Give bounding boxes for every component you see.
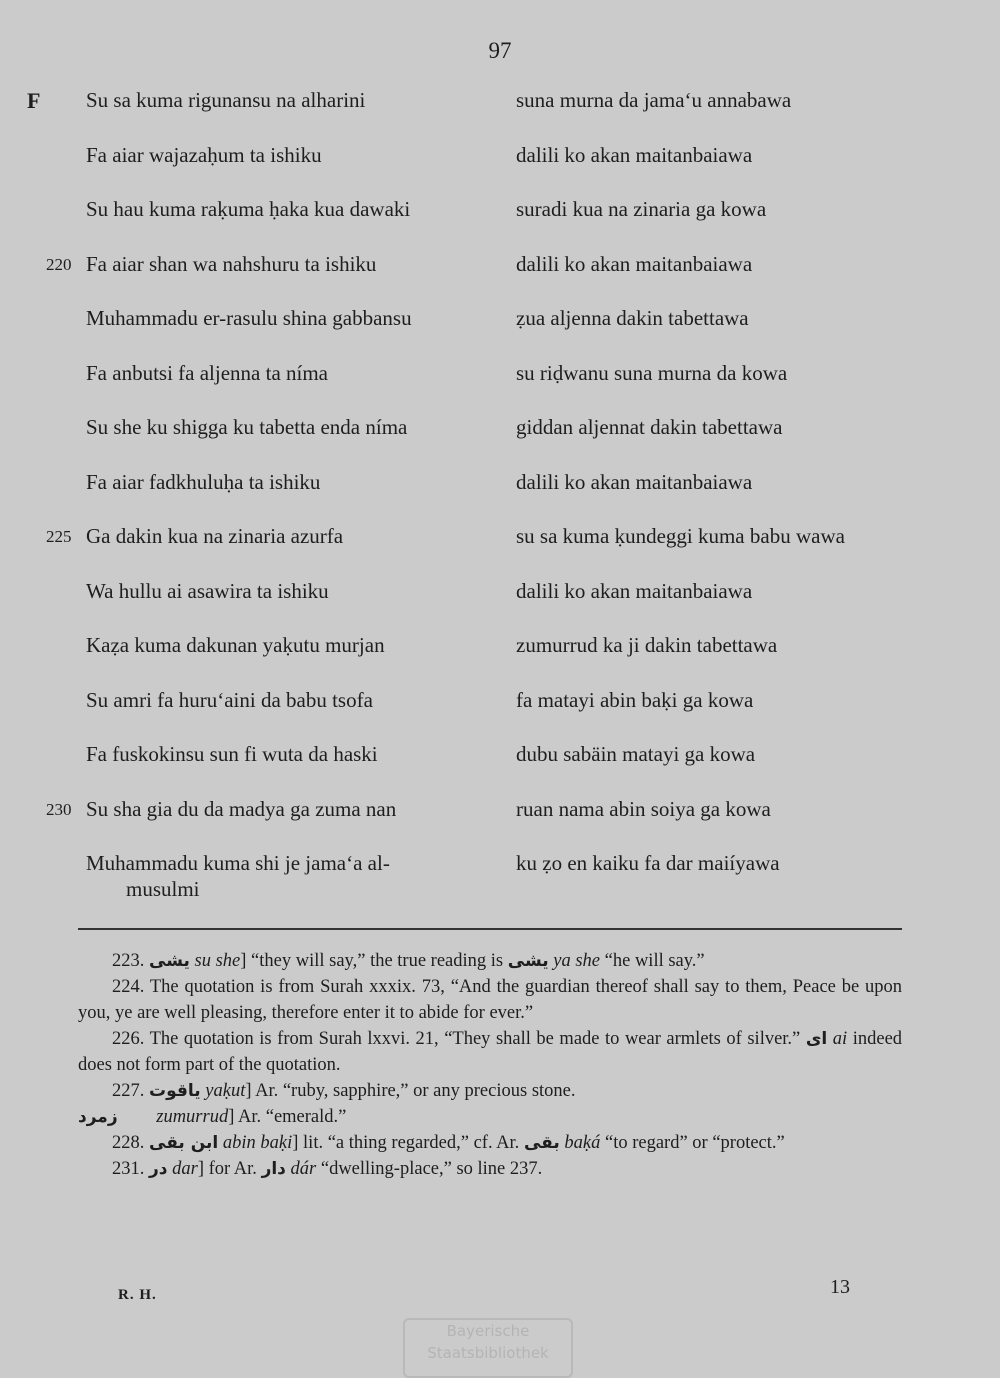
signature-mark: R. H.: [118, 1287, 157, 1303]
verse-second-half: dalili ko akan maitanbaiawa: [516, 469, 753, 494]
verse-second-half: dalili ko akan maitanbaiawa: [516, 578, 753, 603]
stamp-line-1: Bayerische: [446, 1322, 530, 1340]
verse-line: [0, 361, 1000, 401]
footnote-223: 223. يشى su she] “they will say,” the true reading is يشى ya she “he will say.”: [112, 951, 705, 971]
verse-first-half: Fa aiar wajazaḥum ta ishiku: [86, 142, 322, 167]
verse-line: [0, 252, 1000, 292]
verse-second-half: dalili ko akan maitanbaiawa: [516, 142, 753, 167]
verse-line: [0, 415, 1000, 455]
footnote-divider: [78, 928, 902, 930]
footnote-231: 231. در dar] for Ar. دار dár “dwelling-place,” so line 237.: [112, 1159, 543, 1179]
verse-first-half: Su sha gia du da madya ga zuma nan: [86, 796, 397, 821]
verse-first-half: Su amri fa huru‘aini da babu tsofa: [86, 687, 373, 712]
verse-line: [0, 88, 1000, 128]
verse-line: [0, 851, 1000, 901]
verse-line: [0, 797, 1000, 837]
verse-second-half: giddan aljennat dakin tabettawa: [516, 415, 783, 439]
verse-second-half: dubu sabäin matayi ga kowa: [516, 742, 756, 766]
page-number: 97: [488, 38, 512, 63]
verse-first-half: Ga dakin kua na zinaria azurfa: [86, 524, 344, 548]
verse-second-half: dalili ko akan maitanbaiawa: [516, 251, 753, 276]
verse-first-half: Fa fuskokinsu sun fi wuta da haski: [86, 742, 378, 766]
footnote-228: 228. ابن بقى abin baḳi] lit. “a thing regarded,” cf. Ar. بقى baḳá “to regard” or “protect.”: [112, 1133, 785, 1153]
verse-first-half: Su she ku shigga ku tabetta enda níma: [86, 415, 408, 439]
footnote-224: 224. The quotation is from Surah xxxix. 73, “And the guardian thereof shall say to them, Peace be upon you, ye are well pleasing, therefore enter it to abide for ever.”: [78, 977, 902, 1023]
verse-first-half: Fa anbutsi fa aljenna ta níma: [86, 360, 329, 385]
verse-line: [0, 470, 1000, 510]
verse-first-half: Su hau kuma raḳuma ḥaka kua dawaki: [86, 197, 411, 221]
verse-line: [0, 579, 1000, 619]
verse-second-half: ẓua aljenna dakin tabettawa: [516, 306, 749, 330]
verse-second-half: suradi kua na zinaria ga kowa: [516, 197, 767, 221]
verse-line: [0, 143, 1000, 183]
verse-first-half: Fa aiar fadkhuluḥa ta ishiku: [86, 469, 321, 494]
verse-second-half: su sa kuma ḳundeggi kuma babu wawa: [516, 524, 845, 548]
verse-first-half: Wa hullu ai asawira ta ishiku: [86, 578, 329, 603]
footnotes: [78, 948, 902, 1182]
verse-second-half: su riḍwanu suna murna da kowa: [516, 360, 788, 385]
verse-second-half: fa matayi abin baḳi ga kowa: [516, 687, 754, 712]
verse-first-half: Su sa kuma rigunansu na alharini: [86, 88, 366, 112]
verse-line: [0, 742, 1000, 782]
section-marker: F: [27, 88, 41, 113]
footnote-226: 226. The quotation is from Surah lxxvi. 21, “They shall be made to wear armlets of silver.” اى ai indeed does not form part of the quotation.: [78, 1029, 903, 1075]
footnote-227-emerald: زمرد zumurrud] Ar. “emerald.”: [78, 1107, 347, 1127]
verse-second-half: ruan nama abin soiya ga kowa: [516, 796, 771, 821]
verse-second-half: ku ẓo en kaiku fa dar maiíyawa: [516, 851, 780, 875]
verse-second-half: zumurrud ka ji dakin tabettawa: [516, 633, 778, 657]
verse-first-half: Muhammadu kuma shi je jama‘a al-: [86, 851, 390, 875]
verse-line: [0, 524, 1000, 564]
verse-first-half: Muhammadu er-rasulu shina gabbansu: [86, 306, 412, 330]
verse-line: [0, 306, 1000, 346]
verse-first-half: Fa aiar shan wa nahshuru ta ishiku: [86, 251, 377, 276]
line-number: 230: [46, 799, 72, 819]
line-number: 220: [46, 254, 72, 274]
verse-line: [0, 197, 1000, 237]
verse-first-half: Kaẓa kuma dakunan yaḳutu murjan: [86, 633, 385, 657]
verse-first-half-continuation: musulmi: [126, 877, 200, 901]
verse-line: [0, 688, 1000, 728]
verse-second-half: suna murna da jama‘u annabawa: [516, 88, 792, 112]
line-number: 225: [46, 527, 72, 546]
library-stamp: [403, 1318, 573, 1378]
sheet-number: 13: [830, 1276, 850, 1298]
footnote-227: 227. ياقوت yaḳut] Ar. “ruby, sapphire,” or any precious stone.: [112, 1081, 576, 1101]
stamp-line-2: Staatsbibliothek: [427, 1344, 549, 1362]
verse-line: [0, 633, 1000, 673]
